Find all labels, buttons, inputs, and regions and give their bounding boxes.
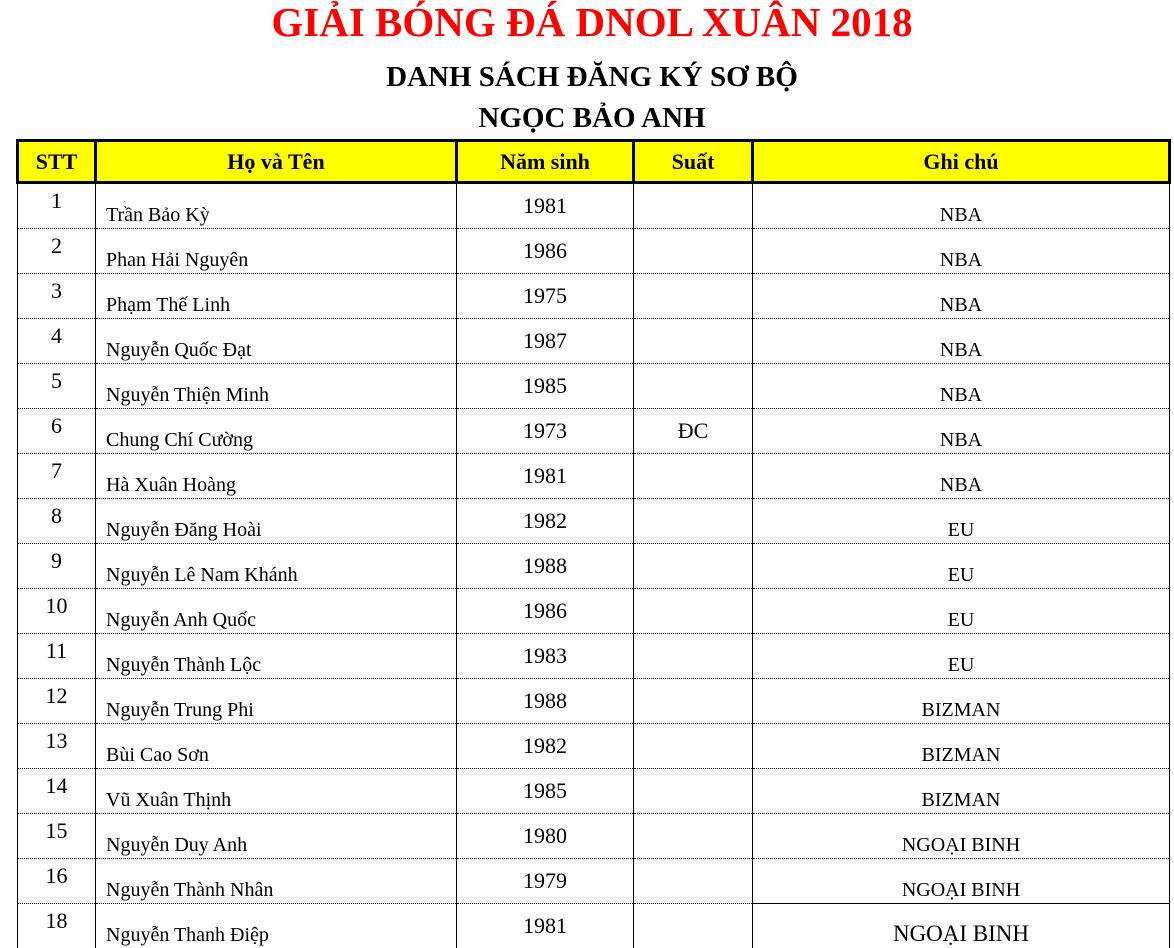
table-row (18, 229, 1170, 274)
cell-note: NBA (753, 409, 1170, 454)
table-row (18, 634, 1170, 679)
table-row (18, 589, 1170, 634)
registration-table (16, 139, 1171, 948)
cell-note: BIZMAN (753, 769, 1170, 814)
cell-name: Nguyễn Thiện Minh (96, 364, 457, 409)
cell-slot (634, 634, 753, 679)
table-row (18, 454, 1170, 499)
cell-note: NGOẠI BINH (753, 859, 1170, 904)
cell-note: NBA (753, 229, 1170, 274)
header-note: Ghi chú (753, 141, 1170, 183)
cell-slot (634, 364, 753, 409)
cell-year: 1979 (457, 859, 634, 904)
table-row (18, 769, 1170, 814)
header-full-name: Họ và Tên (96, 141, 457, 183)
cell-slot (634, 183, 753, 229)
table-row (18, 814, 1170, 859)
cell-name: Nguyễn Đăng Hoài (96, 499, 457, 544)
cell-name: Nguyễn Lê Nam Khánh (96, 544, 457, 589)
cell-stt: 3 (18, 274, 96, 319)
cell-name: Nguyễn Thành Lộc (96, 634, 457, 679)
cell-name: Nguyễn Quốc Đạt (96, 319, 457, 364)
cell-stt: 7 (18, 454, 96, 499)
header-slot: Suất (634, 141, 753, 183)
cell-note: NBA (753, 274, 1170, 319)
cell-stt: 14 (18, 769, 96, 814)
cell-name: Nguyễn Duy Anh (96, 814, 457, 859)
page-title: GIẢI BÓNG ĐÁ DNOL XUÂN 2018 (0, 0, 1174, 48)
cell-stt: 8 (18, 499, 96, 544)
cell-stt: 18 (18, 904, 96, 948)
table-row (18, 274, 1170, 319)
cell-name: Nguyễn Trung Phi (96, 679, 457, 724)
cell-year: 1983 (457, 634, 634, 679)
cell-year: 1973 (457, 409, 634, 454)
cell-stt: 2 (18, 229, 96, 274)
cell-slot (634, 454, 753, 499)
cell-year: 1985 (457, 769, 634, 814)
cell-note: NGOẠI BINH (753, 814, 1170, 859)
table-row (18, 499, 1170, 544)
table-row (18, 183, 1170, 229)
cell-note: NBA (753, 183, 1170, 229)
cell-note: EU (753, 589, 1170, 634)
cell-name: Phan Hải Nguyên (96, 229, 457, 274)
cell-year: 1981 (457, 183, 634, 229)
cell-name: Hà Xuân Hoàng (96, 454, 457, 499)
cell-slot: ĐC (634, 409, 753, 454)
cell-year: 1980 (457, 814, 634, 859)
cell-note: NBA (753, 364, 1170, 409)
cell-stt: 5 (18, 364, 96, 409)
cell-slot (634, 499, 753, 544)
table-body (18, 183, 1170, 948)
cell-year: 1985 (457, 364, 634, 409)
cell-note: EU (753, 634, 1170, 679)
cell-slot (634, 814, 753, 859)
table-row (18, 319, 1170, 364)
cell-note: NGOẠI BINH (753, 904, 1170, 948)
cell-name: Vũ Xuân Thịnh (96, 769, 457, 814)
cell-slot (634, 319, 753, 364)
cell-slot (634, 589, 753, 634)
cell-stt: 10 (18, 589, 96, 634)
cell-note: BIZMAN (753, 724, 1170, 769)
cell-stt: 1 (18, 183, 96, 229)
cell-year: 1981 (457, 454, 634, 499)
cell-name: Nguyễn Thanh Điệp (96, 904, 457, 948)
header-stt: STT (18, 141, 96, 183)
table-row (18, 679, 1170, 724)
cell-stt: 15 (18, 814, 96, 859)
table-row (18, 724, 1170, 769)
cell-year: 1988 (457, 679, 634, 724)
cell-name: Bùi Cao Sơn (96, 724, 457, 769)
cell-name: Nguyễn Thành Nhân (96, 859, 457, 904)
cell-year: 1987 (457, 319, 634, 364)
cell-slot (634, 769, 753, 814)
cell-note: NBA (753, 454, 1170, 499)
header-row (18, 141, 1170, 183)
cell-stt: 9 (18, 544, 96, 589)
table-header (18, 141, 1170, 183)
cell-note: NBA (753, 319, 1170, 364)
cell-name: Phạm Thế Linh (96, 274, 457, 319)
document-subtitle: DANH SÁCH ĐĂNG KÝ SƠ BỘ (0, 59, 1174, 95)
table-row (18, 904, 1170, 948)
cell-name: Nguyễn Anh Quốc (96, 589, 457, 634)
cell-name: Chung Chí Cường (96, 409, 457, 454)
cell-stt: 16 (18, 859, 96, 904)
cell-note: BIZMAN (753, 679, 1170, 724)
cell-year: 1981 (457, 904, 634, 948)
cell-year: 1986 (457, 589, 634, 634)
table-row (18, 364, 1170, 409)
cell-note: EU (753, 499, 1170, 544)
cell-stt: 12 (18, 679, 96, 724)
cell-slot (634, 544, 753, 589)
cell-year: 1986 (457, 229, 634, 274)
team-name: NGỌC BẢO ANH (0, 100, 1174, 136)
table-row (18, 409, 1170, 454)
cell-slot (634, 724, 753, 769)
cell-year: 1975 (457, 274, 634, 319)
cell-stt: 4 (18, 319, 96, 364)
cell-stt: 6 (18, 409, 96, 454)
cell-slot (634, 904, 753, 948)
cell-stt: 11 (18, 634, 96, 679)
cell-year: 1982 (457, 499, 634, 544)
table-row (18, 544, 1170, 589)
cell-slot (634, 274, 753, 319)
cell-slot (634, 229, 753, 274)
cell-stt: 13 (18, 724, 96, 769)
cell-name: Trần Bảo Kỳ (96, 183, 457, 229)
header-birth-year: Năm sinh (457, 141, 634, 183)
cell-note: EU (753, 544, 1170, 589)
cell-year: 1982 (457, 724, 634, 769)
cell-slot (634, 679, 753, 724)
cell-year: 1988 (457, 544, 634, 589)
